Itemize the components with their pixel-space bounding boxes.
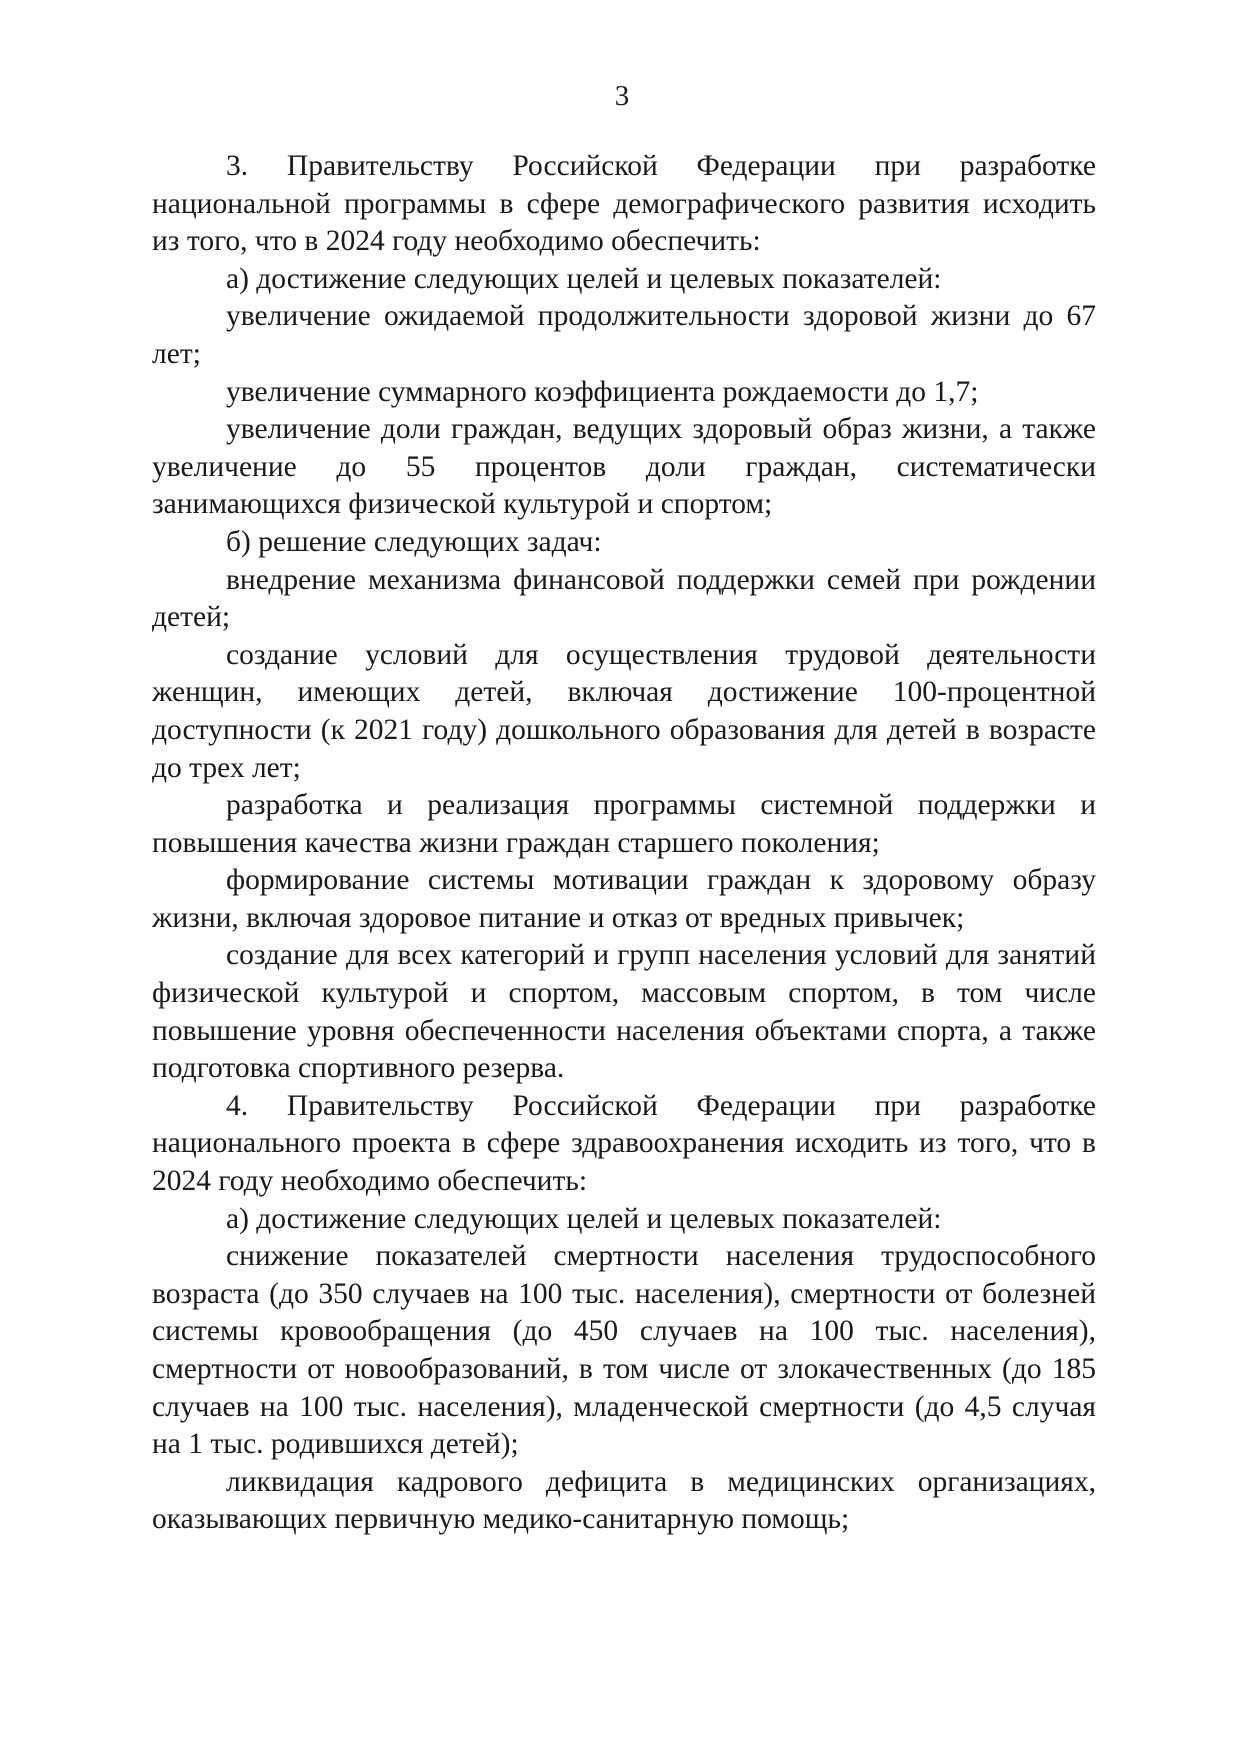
paragraph-4a-staff-deficit: ликвидация кадрового дефицита в медицинских организациях, оказывающих первичную медико-санитарную помощь; [152,1465,1096,1536]
document-body [152,148,1096,1539]
paragraph-4a-mortality: снижение показателей смертности населения трудоспособного возраста (до 350 случаев на 100 тыс. населения), смертности от болезней системы кровообращения (до 450 случаев на 100 тыс. населения), смертности от новообразований, в том числе от злокачественных (до 185 случаев на 100 тыс. населения), младенческой смертности (до 4,5 случая на 1 тыс. родившихся детей); [152,1240,1096,1461]
paragraph-3b-motivation: формирование системы мотивации граждан к здоровому образу жизни, включая здоровое питание и отказ от вредных привычек; [152,864,1096,934]
paragraph-3a-life-expectancy: увеличение ожидаемой продолжительности здоровой жизни до 67 лет; [152,300,1096,370]
paragraph-3a-heading: а) достижение следующих целей и целевых показателей: [226,262,942,295]
paragraph-3b-senior-support: разработка и реализация программы системной поддержки и повышения качества жизни граждан старшего поколения; [152,789,1096,859]
paragraph-3b-family-support: внедрение механизма финансовой поддержки семей при рождении детей; [152,563,1096,634]
paragraph-3b-women-employment: создание условий для осуществления трудовой деятельности женщин, имеющих детей, включая достижение 100-процентной доступности (к 2021 году) дошкольного образования для детей в возрасте до трех лет; [152,638,1096,784]
paragraph-4-intro: 4. Правительству Российской Федерации при разработке национального проекта в сфере здравоохранения исходить из того, что в 2024 году необходимо обеспечить: [152,1089,1096,1198]
paragraph-3b-sports: создание для всех категорий и групп населения условий для занятий физической культурой и спортом, массовым спортом, в том числе повышение уровня обеспеченности населения объектами спорта, а также подготовка спортивного резерва. [152,939,1096,1085]
paragraph-3b-heading: б) решение следующих задач: [226,525,602,558]
paragraph-3a-fertility-rate: увеличение суммарного коэффициента рождаемости до 1,7; [226,375,979,408]
paragraph-4a-heading: а) достижение следующих целей и целевых показателей: [226,1202,942,1235]
paragraph-3a-healthy-lifestyle: увеличение доли граждан, ведущих здоровый образ жизни, а также увеличение до 55 процентов доли граждан, систематически занимающихся физической культурой и спортом; [152,413,1096,521]
page-number: 3 [614,80,630,112]
paragraph-3-intro: 3. Правительству Российской Федерации при разработке национальной программы в сфере демографического развития исходить из того, что в 2024 году необходимо обеспечить: [152,150,1096,258]
